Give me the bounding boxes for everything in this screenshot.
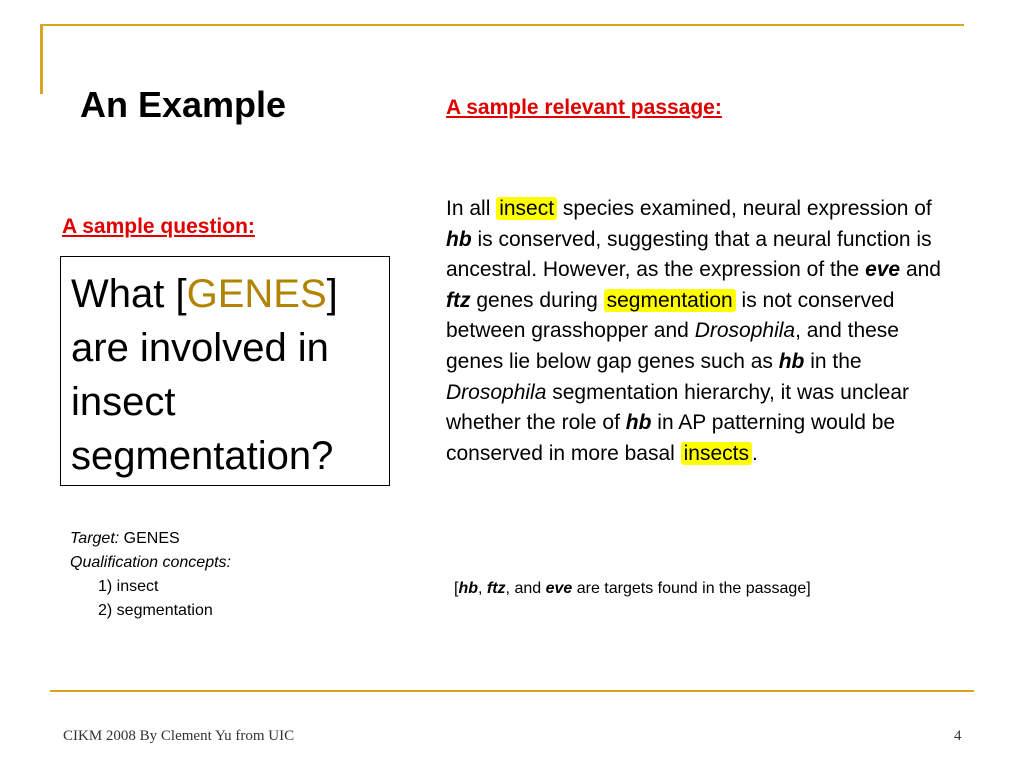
concepts-block	[70, 527, 231, 623]
question-heading: A sample question:	[62, 215, 255, 238]
passage-text-run: , and these genes lie below gap genes such as	[446, 319, 899, 373]
concept-item: 1) insect	[98, 578, 159, 595]
note-text-run: are targets found in the passage]	[572, 580, 811, 597]
gene-hb: hb	[625, 411, 652, 435]
page-number: 4	[954, 728, 962, 744]
species-drosophila: Drosophila	[446, 380, 547, 404]
question-line-3: insect	[71, 380, 176, 424]
passage-text-run: is conserved, suggesting that a neural function is ancestral. However, as the expression of the	[446, 227, 932, 282]
highlight-insect: insect	[496, 197, 557, 220]
passage-text-run: In all	[446, 197, 497, 220]
passage-text-run: .	[751, 441, 758, 465]
question-line-2: are involved in	[71, 326, 329, 370]
passage-text-run: is not conserved between grasshopper and	[446, 288, 895, 343]
concept-item: 2) segmentation	[98, 602, 213, 619]
gene-hb: hb	[446, 227, 472, 251]
gene-eve: eve	[865, 258, 901, 282]
note-gene-hb: hb	[458, 580, 478, 597]
target-value: GENES	[119, 530, 180, 547]
passage-text-run: segmentation hierarchy, it was unclear whether the role of	[446, 380, 910, 435]
targets-note	[454, 580, 811, 598]
question-target: GENES	[186, 272, 327, 316]
question-line-4: segmentation?	[71, 434, 334, 478]
target-label: Target:	[70, 530, 120, 547]
slide-title: An Example	[80, 84, 287, 125]
target-line	[70, 527, 231, 551]
highlight-insects: insects	[681, 442, 752, 465]
passage-text-run: in the	[804, 349, 862, 373]
question-bracket-close: ]	[326, 272, 338, 316]
qualification-label: Qualification concepts:	[70, 554, 231, 571]
gene-ftz: ftz	[446, 288, 471, 312]
question-line-1	[71, 267, 381, 321]
note-gene-ftz: ftz	[486, 580, 506, 597]
note-text-run: [	[454, 580, 459, 597]
bottom-horizontal-rule	[50, 690, 974, 692]
note-text-run: ,	[478, 580, 487, 597]
passage-text-run: and	[900, 258, 941, 282]
footer-text: CIKM 2008 By Clement Yu from UIC	[63, 728, 295, 744]
note-gene-eve: eve	[545, 580, 573, 597]
passage-text-run: species examined, neural expression of	[557, 197, 932, 220]
passage-text	[446, 194, 946, 469]
species-drosophila: Drosophila	[694, 319, 796, 343]
question-prefix: What [	[71, 272, 187, 316]
highlight-segmentation: segmentation	[604, 289, 736, 312]
passage-heading: A sample relevant passage:	[446, 96, 722, 119]
passage-text-run: genes during	[470, 288, 604, 312]
note-text-run: , and	[505, 580, 546, 597]
top-left-vertical-rule	[40, 24, 43, 94]
gene-hb: hb	[778, 349, 805, 373]
passage-text-run: in AP patterning would be conserved in more basal	[446, 411, 896, 465]
question-box	[60, 256, 390, 486]
top-horizontal-rule	[40, 24, 964, 26]
